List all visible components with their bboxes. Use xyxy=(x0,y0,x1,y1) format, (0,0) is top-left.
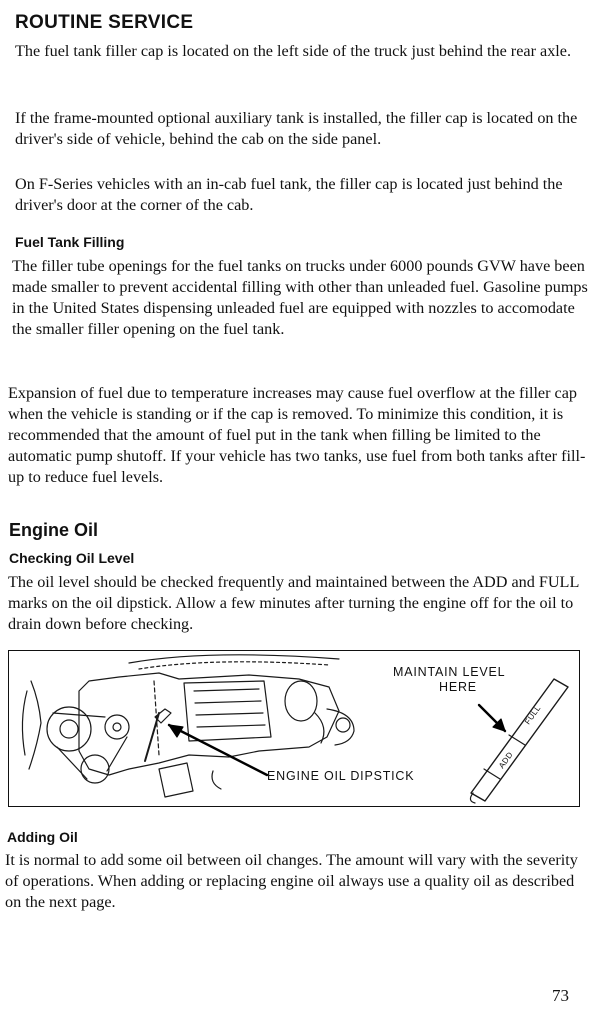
oil-filter xyxy=(159,763,193,797)
alternator-pulley-hub xyxy=(113,723,121,731)
dipstick-pointer-arrowhead xyxy=(169,725,183,737)
page-number: 73 xyxy=(552,986,569,1005)
dipstick-blade xyxy=(471,679,568,801)
distributor-cap xyxy=(285,681,317,721)
intro-paragraph-3: On F-Series vehicles with an in-cab fuel tank, the filler cap is located just behind the driver's door at the corner of the cab. xyxy=(15,175,563,214)
fan-pulley-hub xyxy=(60,720,78,738)
adding-oil-heading: Adding Oil xyxy=(7,829,78,845)
intro-paragraph-1: The fuel tank filler cap is located on the left side of the truck just behind the rear axle. xyxy=(15,42,572,60)
fuel-tank-filling-paragraph-1: The filler tube openings for the fuel tanks on trucks under 6000 pounds GVW have been made smaller to prevent accidental filling with other than unleaded fuel. Gasoline pumps in the United States dispensing unleaded fuel are equipped with nozzles to accomodate the smaller filler opening on the fuel tank. xyxy=(12,257,588,338)
fuel-tank-filling-heading: Fuel Tank Filling xyxy=(15,234,125,250)
fitting-right xyxy=(336,718,350,732)
engine-oil-dipstick-illustration xyxy=(8,650,580,807)
dipstick-tube xyxy=(145,713,159,761)
dipstick-full-mark xyxy=(509,735,525,745)
intro-paragraph-2: If the frame-mounted optional auxiliary tank is installed, the filler cap is located on the driver's side of vehicle, behind the cab on the side panel. xyxy=(15,109,578,148)
dipstick-add-mark xyxy=(484,769,500,779)
page-heading: ROUTINE SERVICE xyxy=(15,12,194,33)
engine-oil-heading: Engine Oil xyxy=(9,520,99,540)
fuel-tank-filling-paragraph-2: Expansion of fuel due to temperature increases may cause fuel overflow at the filler cap when the vehicle is standing or if the cap is removed. To minimize this condition, it is recommended that the amount of fuel put in the tank when filling be limited to the automatic pump shutoff. If your vehicle has two tanks, use fuel from both tanks after fill-up to reduce fuel levels. xyxy=(8,384,586,486)
checking-oil-level-heading: Checking Oil Level xyxy=(9,550,135,566)
valve-cover-ribs xyxy=(194,689,265,727)
hose-lower xyxy=(212,771,221,789)
engine-oil-dipstick-label: ENGINE OIL DIPSTICK xyxy=(267,769,415,783)
maintain-level-here-label: HERE xyxy=(439,680,477,694)
dipstick-pointer-line xyxy=(169,725,267,775)
dipstick-add-text: ADD xyxy=(497,750,515,771)
dipstick-full-text: FULL xyxy=(523,703,543,727)
engine-block-outline xyxy=(79,673,339,775)
distributor-wire xyxy=(315,713,324,743)
adding-oil-paragraph: It is normal to add some oil between oil changes. The amount will vary with the severity of operations. When adding or replacing engine oil always use a quality oil as described on the next page. xyxy=(5,851,578,911)
fan-blade-edge xyxy=(22,691,27,755)
air-cleaner-detail xyxy=(139,662,329,669)
fan-blade xyxy=(29,681,41,769)
crank-pulley xyxy=(81,755,109,783)
checking-oil-level-paragraph: The oil level should be checked frequently and maintained between the ADD and FULL marks on the oil dipstick. Allow a few minutes after turning the engine off for the oil to drain down before checking. xyxy=(8,573,579,633)
maintain-level-label: MAINTAIN LEVEL xyxy=(393,665,506,679)
alternator-pulley xyxy=(105,715,129,739)
